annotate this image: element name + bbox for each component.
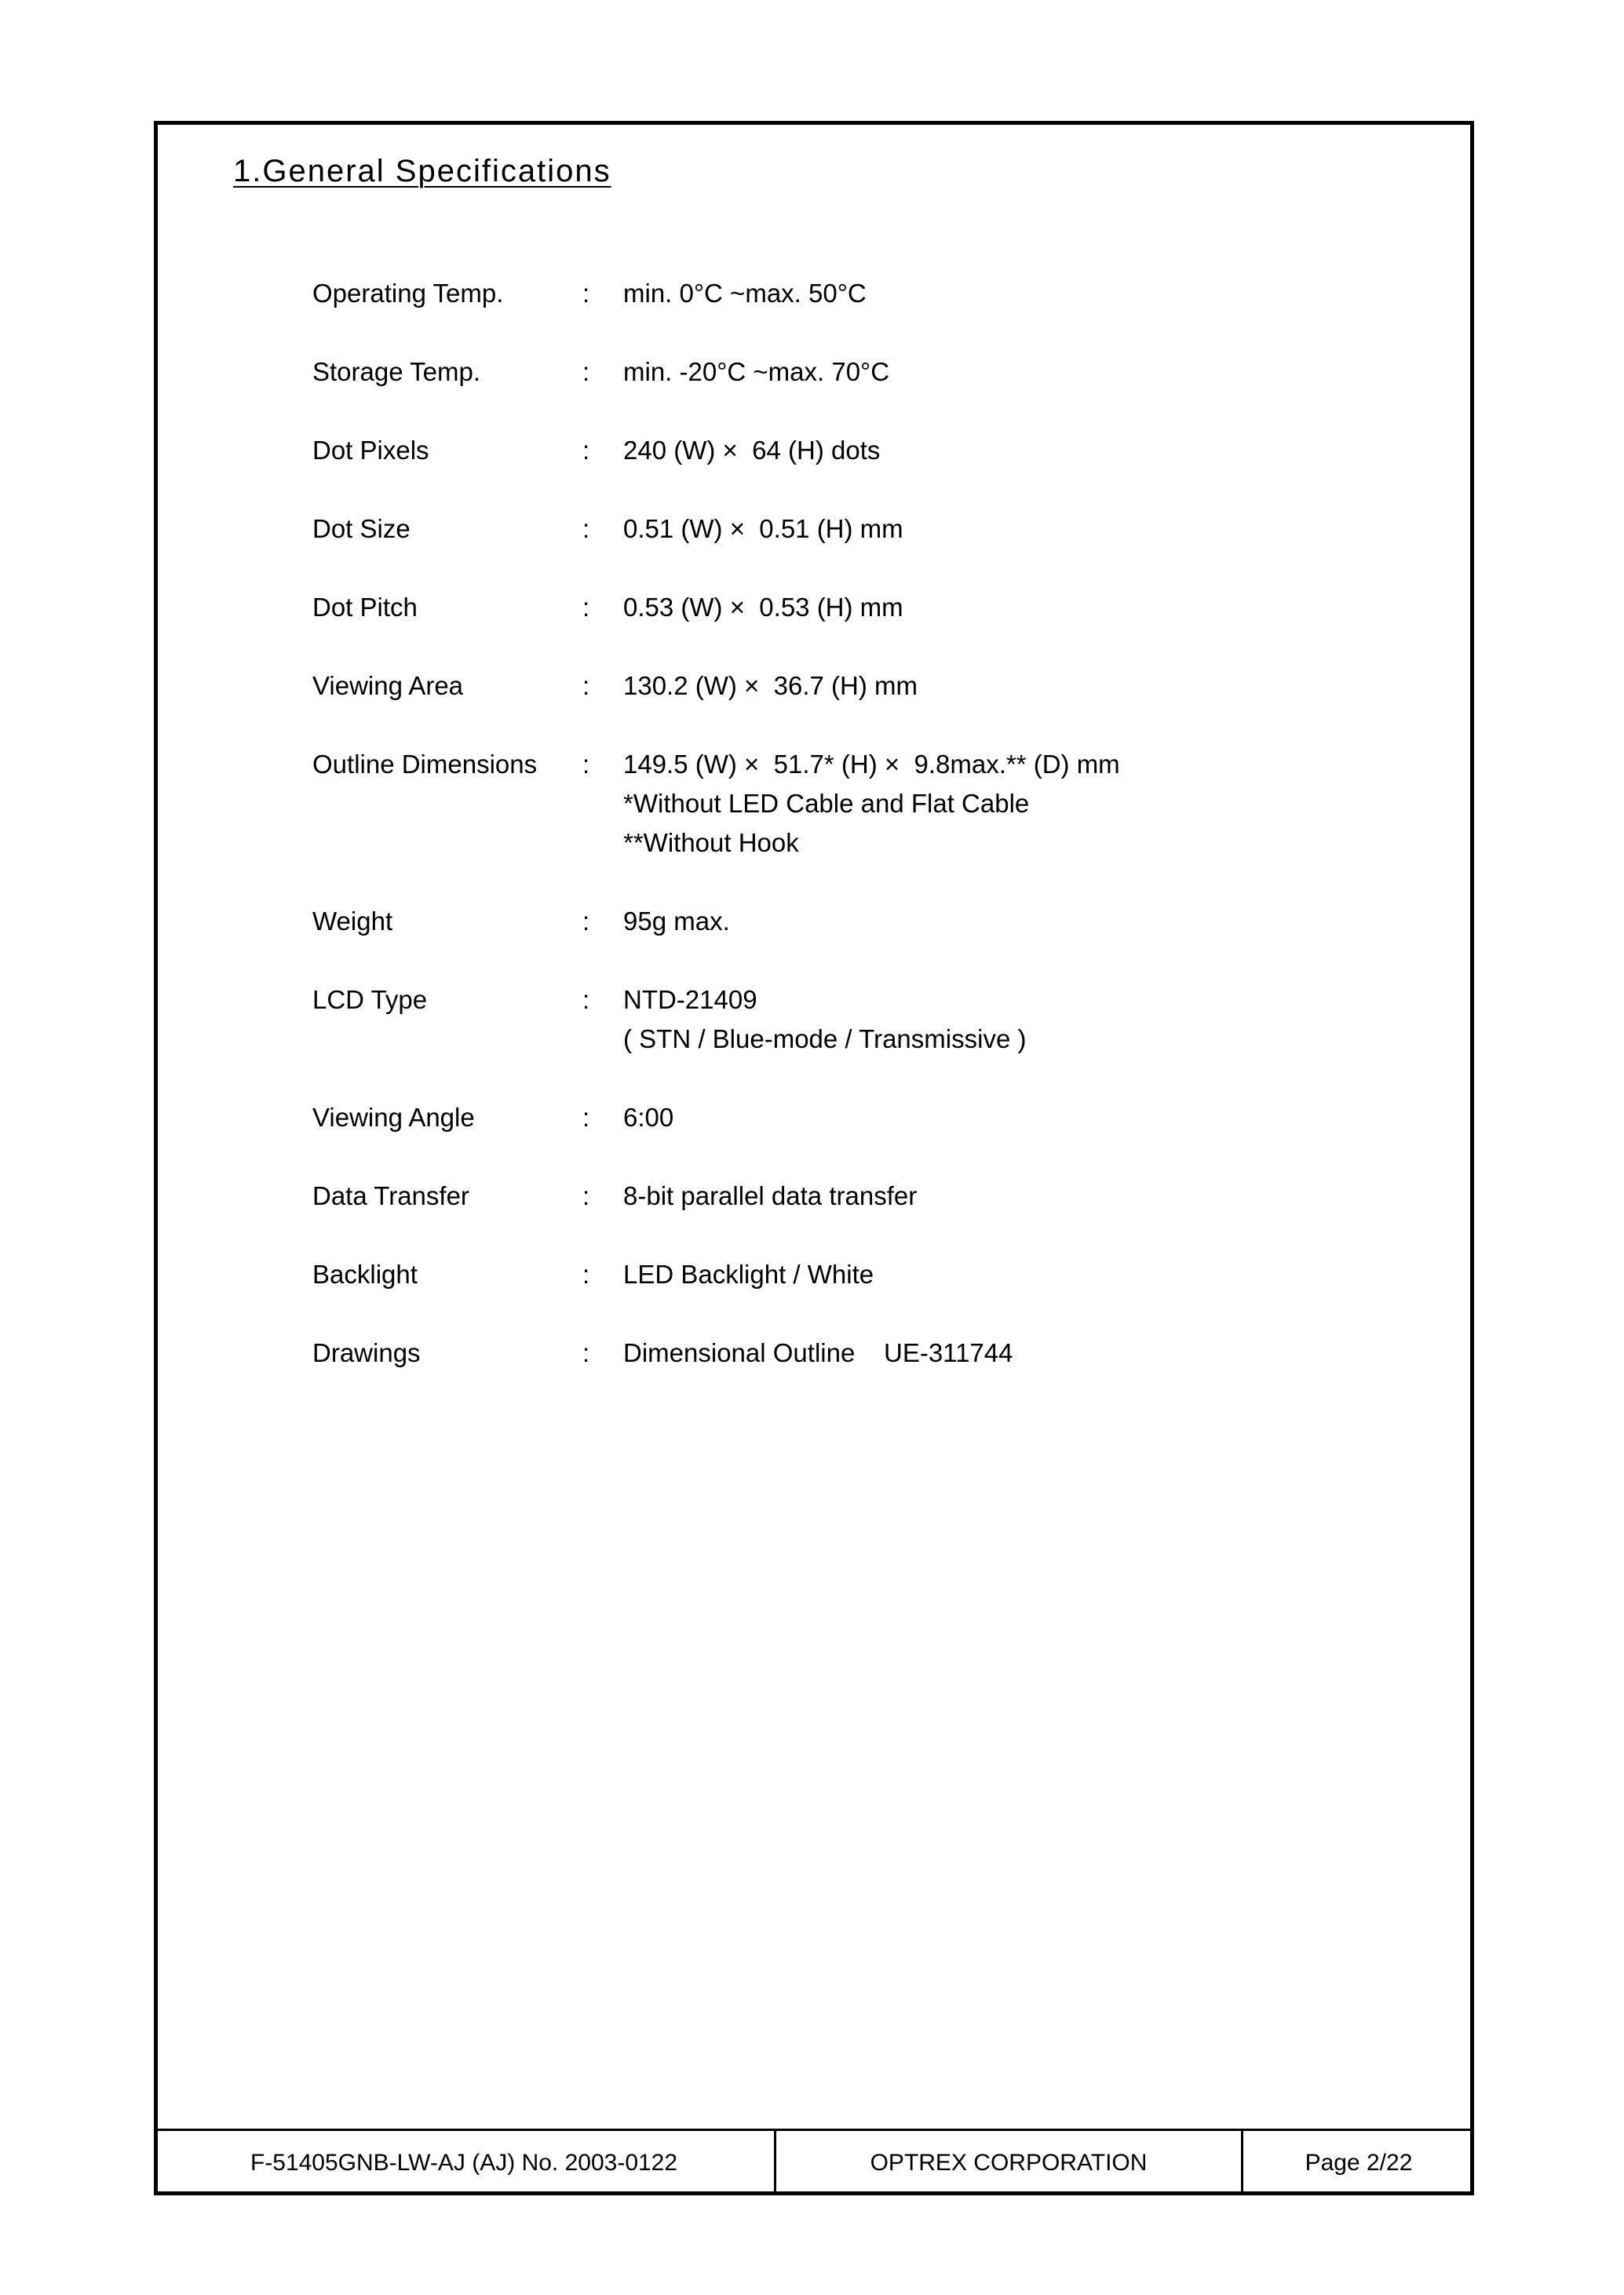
spec-separator: : [582,593,590,622]
spec-gap [312,941,1411,980]
spec-separator: : [582,1103,590,1132]
spec-label: LCD Type [312,985,428,1014]
section-title: 1.General Specifications [233,154,611,188]
spec-row [312,1255,1411,1294]
spec-gap [312,549,1411,588]
spec-row [312,902,1411,941]
footer-company: OPTREX CORPORATION [776,2131,1243,2195]
spec-row [312,274,1411,313]
spec-separator: : [582,750,590,779]
spec-values [623,588,1411,627]
spec-values [623,1177,1411,1216]
spec-row [312,1177,1411,1216]
footer-doc-number: F-51405GNB-LW-AJ (AJ) No. 2003-0122 [154,2131,776,2195]
spec-label: Weight [312,907,393,936]
spec-gap [312,1137,1411,1177]
spec-separator: : [582,671,590,700]
spec-list [312,274,1411,1373]
spec-row [312,1098,1411,1137]
spec-value: LED Backlight / White [623,1260,874,1289]
spec-label: Drawings [312,1338,421,1367]
spec-separator: : [582,1181,590,1210]
spec-values [623,352,1411,392]
spec-row [312,431,1411,470]
spec-gap [312,863,1411,902]
spec-values [623,1334,1411,1373]
spec-separator: : [582,1338,590,1367]
spec-value: *Without LED Cable and Flat Cable [623,789,1030,818]
spec-value: min. -20°C ~max. 70°C [623,357,890,386]
spec-value: 149.5 (W) × 51.7* (H) × 9.8max.** (D) mm [623,750,1120,779]
spec-row [312,588,1411,627]
spec-row [312,352,1411,392]
spec-label: Operating Temp. [312,279,504,308]
spec-gap [312,706,1411,745]
spec-row [312,666,1411,706]
spec-label: Dot Pixels [312,436,429,465]
spec-value: **Without Hook [623,828,799,857]
spec-value: ( STN / Blue-mode / Transmissive ) [623,1024,1027,1053]
spec-value: 95g max. [623,907,730,936]
spec-label: Data Transfer [312,1181,469,1210]
spec-value: 0.51 (W) × 0.51 (H) mm [623,514,903,543]
spec-value: 240 (W) × 64 (H) dots [623,436,881,465]
spec-values [623,666,1411,706]
spec-gap [312,1216,1411,1255]
spec-values [623,980,1411,1059]
spec-gap [312,392,1411,431]
spec-separator: : [582,436,590,465]
spec-values [623,1255,1411,1294]
spec-row [312,1334,1411,1373]
spec-value: Dimensional Outline UE-311744 [623,1338,1013,1367]
spec-gap [312,1294,1411,1334]
spec-value: 6:00 [623,1103,674,1132]
spec-separator: : [582,1260,590,1289]
spec-separator: : [582,514,590,543]
spec-row [312,509,1411,549]
spec-value: 0.53 (W) × 0.53 (H) mm [623,593,903,622]
spec-gap [312,470,1411,509]
footer-page-number: Page 2/22 [1305,2150,1413,2176]
spec-gap [312,1059,1411,1098]
spec-label: Storage Temp. [312,357,481,386]
spec-separator: : [582,279,590,308]
spec-label: Viewing Angle [312,1103,475,1132]
spec-value: 8-bit parallel data transfer [623,1181,918,1210]
spec-value: min. 0°C ~max. 50°C [623,279,867,308]
spec-separator: : [582,907,590,936]
spec-separator: : [582,357,590,386]
spec-label: Outline Dimensions [312,750,538,779]
spec-row [312,745,1411,863]
spec-value: NTD-21409 [623,985,757,1014]
spec-values [623,1098,1411,1137]
spec-label: Backlight [312,1260,418,1289]
spec-label: Viewing Area [312,671,464,700]
spec-label: Dot Size [312,514,411,543]
spec-values [623,274,1411,313]
spec-separator: : [582,985,590,1014]
spec-values [623,509,1411,549]
spec-gap [312,313,1411,352]
spec-values [623,745,1411,863]
spec-value: 130.2 (W) × 36.7 (H) mm [623,671,918,700]
spec-label: Dot Pitch [312,593,418,622]
spec-row [312,980,1411,1059]
spec-values [623,902,1411,941]
spec-values [623,431,1411,470]
spec-gap [312,627,1411,666]
footer [154,2129,1474,2195]
